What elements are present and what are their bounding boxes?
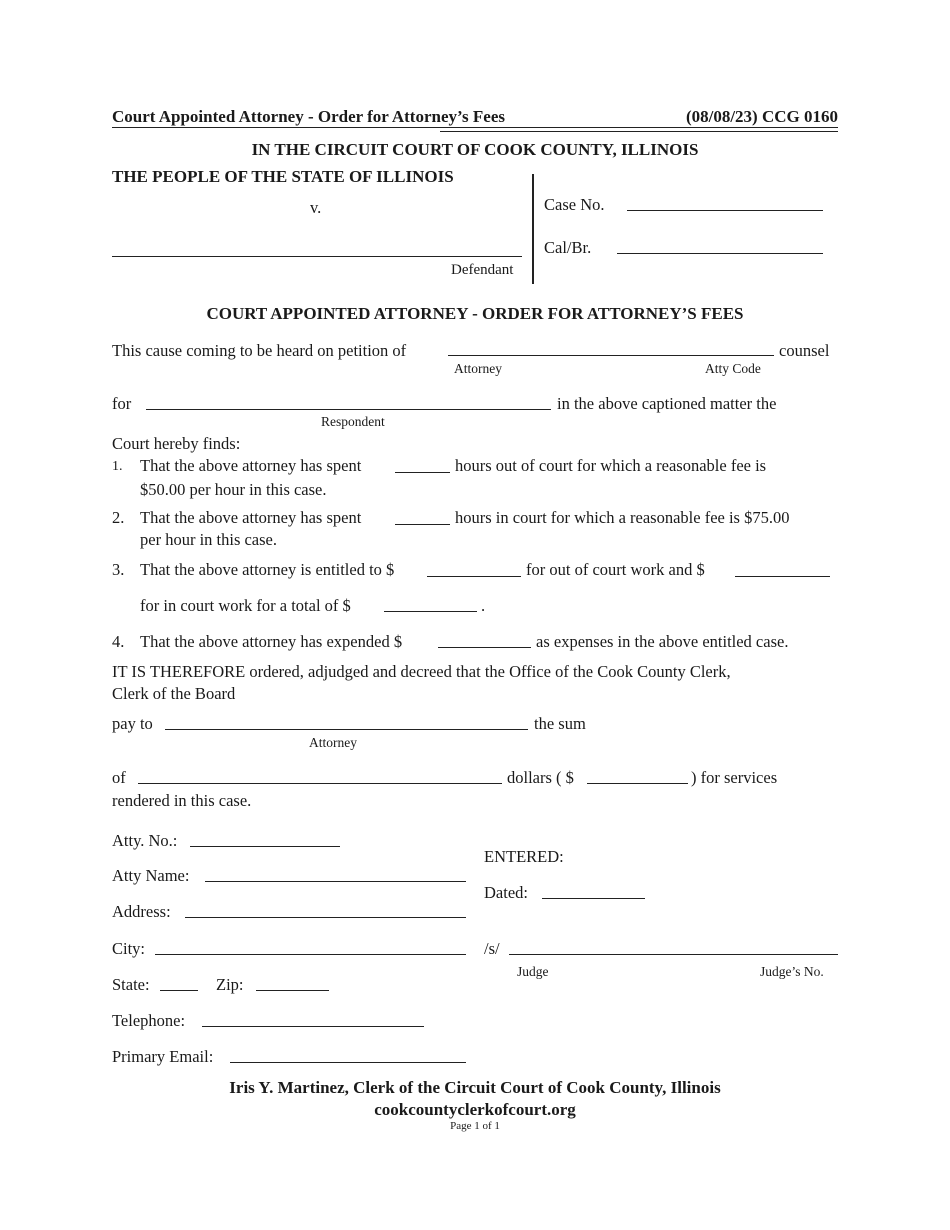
atty-name-field[interactable] bbox=[205, 881, 466, 882]
order-line-1: IT IS THEREFORE ordered, adjudged and decreed that the Office of the Cook County Clerk, bbox=[112, 662, 731, 681]
petition-attorney-field[interactable] bbox=[448, 355, 774, 356]
attorney-label: Attorney bbox=[454, 361, 502, 376]
expenses-amount-field[interactable] bbox=[438, 647, 531, 648]
sum-amount-field[interactable] bbox=[587, 783, 688, 784]
dated-field[interactable] bbox=[542, 898, 645, 899]
finding-3-period: . bbox=[481, 596, 486, 615]
dollars-text: dollars ( $ bbox=[507, 768, 574, 787]
state-field[interactable] bbox=[160, 990, 198, 991]
city-label: City: bbox=[112, 939, 146, 958]
case-no-field[interactable] bbox=[627, 210, 823, 211]
finding-1-number: 1. bbox=[112, 459, 123, 474]
zip-field[interactable] bbox=[256, 990, 329, 991]
signature-prefix: /s/ bbox=[484, 939, 500, 958]
atty-no-field[interactable] bbox=[190, 846, 340, 847]
form-header-title: Court Appointed Attorney - Order for Attorney’s Fees bbox=[112, 107, 505, 126]
finding-2-number: 2. bbox=[112, 508, 125, 527]
form-id: (08/08/23) CCG 0160 bbox=[685, 107, 838, 126]
telephone-field[interactable] bbox=[202, 1026, 424, 1027]
plaintiff-name: THE PEOPLE OF THE STATE OF ILLINOIS bbox=[112, 167, 454, 186]
judge-label: Judge bbox=[517, 964, 549, 979]
respondent-field[interactable] bbox=[146, 409, 551, 410]
sum-in-words-field[interactable] bbox=[138, 783, 502, 784]
of-text: of bbox=[112, 768, 126, 787]
entered-label: ENTERED: bbox=[484, 847, 564, 866]
respondent-label: Respondent bbox=[321, 414, 385, 429]
pay-to-attorney-field[interactable] bbox=[165, 729, 528, 730]
atty-no-label: Atty. No.: bbox=[112, 831, 178, 850]
finding-4-text-b: as expenses in the above entitled case. bbox=[536, 632, 789, 651]
the-sum-text: the sum bbox=[534, 714, 586, 733]
judge-no-label: Judge’s No. bbox=[760, 964, 824, 979]
clerk-website[interactable]: cookcountyclerkofcourt.org bbox=[374, 1100, 576, 1119]
defendant-name-field[interactable] bbox=[112, 256, 522, 257]
hours-in-court-field[interactable] bbox=[395, 524, 450, 525]
page-number: Page 1 of 1 bbox=[450, 1120, 500, 1132]
email-label: Primary Email: bbox=[112, 1047, 214, 1066]
finding-4-number: 4. bbox=[112, 632, 125, 651]
versus-text: v. bbox=[310, 198, 322, 217]
header-rule bbox=[112, 127, 838, 128]
address-field[interactable] bbox=[185, 917, 466, 918]
cal-br-label: Cal/Br. bbox=[544, 238, 592, 257]
address-label: Address: bbox=[112, 902, 171, 921]
for-text: for bbox=[112, 394, 132, 413]
for-services-text: ) for services bbox=[691, 768, 778, 787]
pay-to-attorney-label: Attorney bbox=[309, 735, 357, 750]
state-label: State: bbox=[112, 975, 150, 994]
form-title: COURT APPOINTED ATTORNEY - ORDER FOR ATTORNEY’S FEES bbox=[206, 304, 744, 323]
out-of-court-amount-field[interactable] bbox=[427, 576, 521, 577]
order-line-2: Clerk of the Board bbox=[112, 684, 236, 703]
telephone-label: Telephone: bbox=[112, 1011, 186, 1030]
finding-1-text-b: hours out of court for which a reasonable fee is bbox=[455, 456, 767, 475]
atty-name-label: Atty Name: bbox=[112, 866, 190, 885]
finding-1-text-a: That the above attorney has spent bbox=[140, 456, 362, 475]
cal-br-field[interactable] bbox=[617, 253, 823, 254]
header-rule-thin bbox=[440, 131, 838, 132]
total-amount-field[interactable] bbox=[384, 611, 477, 612]
city-field[interactable] bbox=[155, 954, 466, 955]
court-title: IN THE CIRCUIT COURT OF COOK COUNTY, ILLINOIS bbox=[251, 140, 699, 159]
dated-label: Dated: bbox=[484, 883, 528, 902]
finding-1-text-c: $50.00 per hour in this case. bbox=[140, 480, 327, 499]
judge-signature-field[interactable] bbox=[509, 954, 838, 955]
finding-2-text-b: hours in court for which a reasonable fee is $75.00 bbox=[455, 508, 790, 527]
finding-3-number: 3. bbox=[112, 560, 125, 579]
atty-code-label: Atty Code bbox=[705, 361, 761, 376]
finding-4-text-a: That the above attorney has expended $ bbox=[140, 632, 403, 651]
pay-to-text: pay to bbox=[112, 714, 153, 733]
rendered-text: rendered in this case. bbox=[112, 791, 252, 810]
court-finds: Court hereby finds: bbox=[112, 434, 241, 453]
respondent-tail: in the above captioned matter the bbox=[557, 394, 777, 413]
finding-3-text-a: That the above attorney is entitled to $ bbox=[140, 560, 395, 579]
finding-2-text-c: per hour in this case. bbox=[140, 530, 278, 549]
defendant-label: Defendant bbox=[451, 262, 514, 278]
finding-2-text-a: That the above attorney has spent bbox=[140, 508, 362, 527]
in-court-amount-field[interactable] bbox=[735, 576, 830, 577]
case-no-label: Case No. bbox=[544, 195, 605, 214]
finding-3-text-b: for out of court work and $ bbox=[526, 560, 705, 579]
petition-intro: This cause coming to be heard on petition of bbox=[112, 341, 407, 360]
counsel-text: counsel bbox=[779, 341, 830, 360]
zip-label: Zip: bbox=[216, 975, 244, 994]
caption-divider bbox=[532, 174, 534, 284]
hours-out-of-court-field[interactable] bbox=[395, 472, 450, 473]
finding-3-text-c: for in court work for a total of $ bbox=[140, 596, 351, 615]
clerk-name: Iris Y. Martinez, Clerk of the Circuit Court of Cook County, Illinois bbox=[229, 1078, 721, 1097]
email-field[interactable] bbox=[230, 1062, 466, 1063]
